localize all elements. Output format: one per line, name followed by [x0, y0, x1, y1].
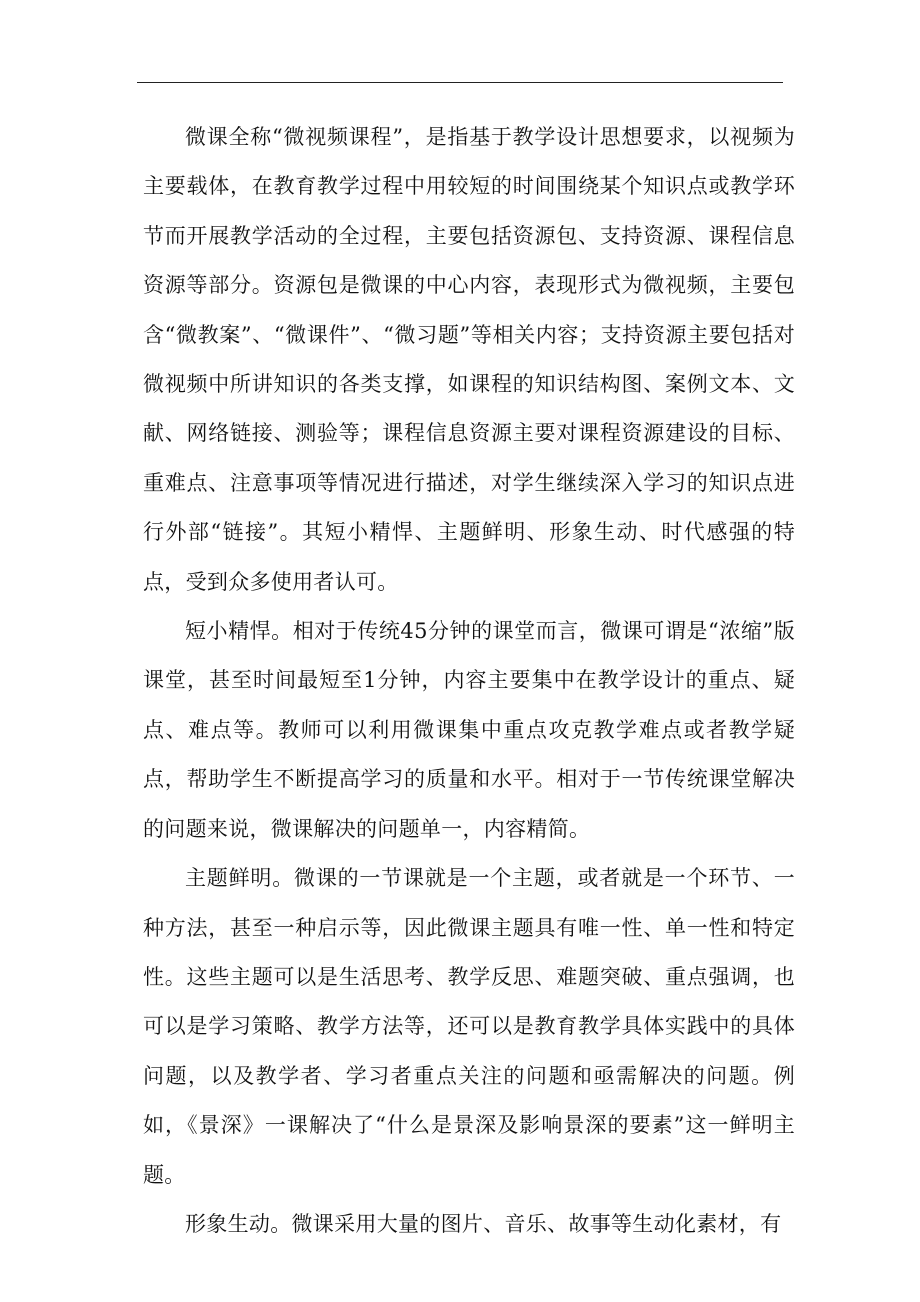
paragraph-short-and-concise: 短小精悍。相对于传统45分钟的课堂而言，微课可谓是“浓缩”版课堂，甚至时间最短至1分钟，内容主要集中在教学设计的重点、疑点、难点等。教师可以利用微课集中重点攻克教学难点或者教学疑点，帮助学生不断提高学习的质量和水平。相对于一节传统课堂解决的问题来说，微课解决的问题单一，内容精简。 — [143, 619, 795, 841]
body-text — [143, 113, 795, 1249]
header-rule — [137, 82, 783, 83]
paragraph-clear-theme: 主题鲜明。微课的一节课就是一个主题，或者就是一个环节、一种方法，甚至一种启示等，因此微课主题具有唯一性、单一性和特定性。这些主题可以是生活思考、教学反思、难题突破、重点强调，也可以是学习策略、教学方法等，还可以是教育教学具体实践中的具体问题，以及教学者、学习者重点关注的问题和亟需解决的问题。例如，《景深》一课解决了“什么是景深及影响景深的要素”这一鲜明主题。 — [143, 866, 795, 1187]
paragraph-vivid-image: 形象生动。微课采用大量的图片、音乐、故事等生动化素材，有 — [185, 1211, 782, 1236]
paragraph-intro: 微课全称“微视频课程”，是指基于教学设计思想要求，以视频为主要载体，在教育教学过程中用较短的时间围绕某个知识点或教学环节而开展教学活动的全过程，主要包括资源包、支持资源、课程信息资源等部分。资源包是微课的中心内容，表现形式为微视频，主要包含“微教案”、“微课件”、“微习题”等相关内容；支持资源主要包括对微视频中所讲知识的各类支撑，如课程的知识结构图、案例文本、文献、网络链接、测验等；课程信息资源主要对课程资源建设的目标、重难点、注意事项等情况进行描述，对学生继续深入学习的知识点进行外部“链接”。其短小精悍、主题鲜明、形象生动、时代感强的特点，受到众多使用者认可。 — [143, 125, 795, 594]
